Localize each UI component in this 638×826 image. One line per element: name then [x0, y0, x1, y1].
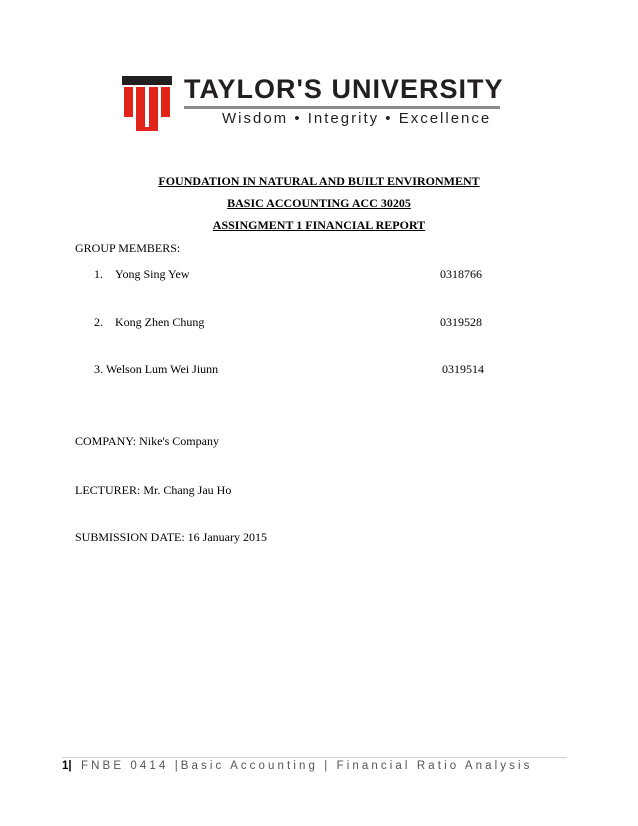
submission-date-line: SUBMISSION DATE: 16 January 2015: [75, 530, 267, 544]
member-number: 1.: [94, 267, 103, 281]
logo-divider: [184, 106, 500, 109]
footer-subject: Basic Accounting: [180, 760, 318, 772]
member-id: 0319514: [442, 362, 484, 376]
university-logo: [122, 70, 504, 136]
member-number: 2.: [94, 315, 103, 329]
footer-code: FNBE 0414: [81, 760, 169, 772]
member-name: Kong Zhen Chung: [115, 315, 205, 329]
member-name: Welson Lum Wei Jiunn: [106, 362, 219, 376]
page-footer: 1| FNBE 0414 |Basic Accounting | Financial Ratio Analysis: [62, 760, 533, 772]
shield-emblem-icon: [122, 70, 172, 136]
page-number: 1: [62, 760, 69, 772]
footer-topic: Financial Ratio Analysis: [336, 760, 533, 772]
member-number: 3.: [94, 362, 103, 376]
programme-heading: FOUNDATION IN NATURAL AND BUILT ENVIRONMENT: [158, 174, 480, 188]
group-members-label: GROUP MEMBERS:: [75, 241, 181, 255]
member-id: 0319528: [440, 315, 482, 329]
university-tagline: Wisdom • Integrity • Excellence: [222, 110, 492, 127]
company-line: COMPANY: Nike's Company: [75, 434, 219, 448]
member-name: Yong Sing Yew: [115, 267, 190, 281]
university-name: TAYLOR'S UNIVERSITY: [184, 74, 504, 104]
lecturer-line: LECTURER: Mr. Chang Jau Ho: [75, 483, 232, 497]
footer-divider: [62, 757, 567, 758]
member-id: 0318766: [440, 267, 482, 281]
course-heading: BASIC ACCOUNTING ACC 30205: [227, 196, 411, 210]
assignment-heading: ASSINGMENT 1 FINANCIAL REPORT: [212, 218, 426, 232]
